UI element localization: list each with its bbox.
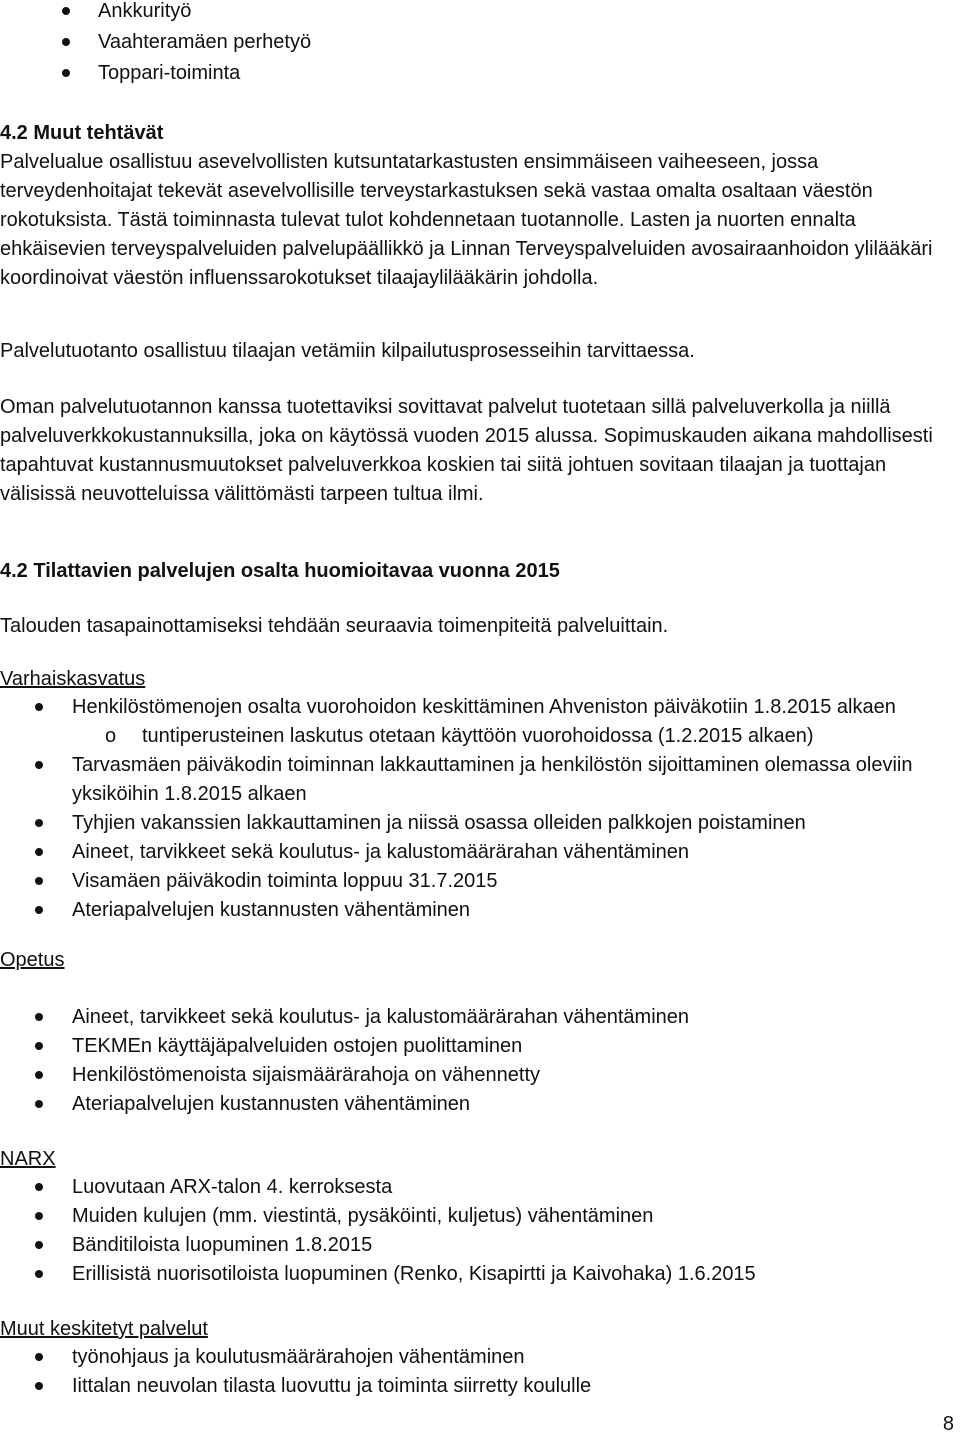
opetus-list bbox=[0, 1003, 956, 1119]
section-heading-tilattavien: 4.2 Tilattavien palvelujen osalta huomioitavaa vuonna 2015 bbox=[0, 560, 560, 582]
list-item: Ankkurityö bbox=[0, 0, 956, 26]
list-item: Henkilöstömenojen osalta vuorohoidon keskittäminen Ahveniston päiväkotiin 1.8.2015 alkaen bbox=[0, 693, 956, 722]
list-item: Aineet, tarvikkeet sekä koulutus- ja kalustomäärärahan vähentäminen bbox=[0, 838, 956, 867]
subheading-narx: NARX bbox=[0, 1148, 56, 1170]
subheading-muut-keskitetyt: Muut keskitetyt palvelut bbox=[0, 1318, 208, 1340]
varhaiskasvatus-list bbox=[0, 693, 956, 925]
list-item: Aineet, tarvikkeet sekä koulutus- ja kalustomäärärahan vähentäminen bbox=[0, 1003, 956, 1032]
list-item: Tyhjien vakanssien lakkauttaminen ja niissä osassa olleiden palkkojen poistaminen bbox=[0, 809, 956, 838]
section-heading-muut-tehtavat: 4.2 Muut tehtävät bbox=[0, 122, 164, 144]
list-item: työnohjaus ja koulutusmäärärahojen vähentäminen bbox=[0, 1343, 956, 1372]
subheading-opetus: Opetus bbox=[0, 949, 65, 971]
muut-keskitetyt-list bbox=[0, 1343, 956, 1401]
list-item: Vaahteramäen perhetyö bbox=[0, 28, 956, 57]
sub-list-item: o tuntiperusteinen laskutus otetaan käyttöön vuorohoidossa (1.2.2015 alkaen) bbox=[0, 722, 956, 751]
list-item: TEKMEn käyttäjäpalveluiden ostojen puolittaminen bbox=[0, 1032, 956, 1061]
paragraph-muut-1: Palvelualue osallistuu asevelvollisten kutsuntatarkastusten ensimmäiseen vaiheeseen, jossa terveydenhoitajat tekevät asevelvollisille terveystarkastuksen sekä vastaa omalta osaltaan väestön rokotuksista. Tästä toiminnasta tulevat tulot kohdennetaan tuotannolle. Lasten ja nuorten ennalta ehkäisevien terveyspalveluiden palvelupäällikkö ja Linnan Terveyspalveluiden avosairaanhoidon ylilääkäri koordinoivat väestön influenssarokotukset tilaajaylilääkärin johdolla. bbox=[0, 151, 933, 289]
list-item: Ateriapalvelujen kustannusten vähentäminen bbox=[0, 1090, 956, 1119]
list-item: Tarvasmäen päiväkodin toiminnan lakkauttaminen ja henkilöstön sijoittaminen olemassa oleviin yksiköihin 1.8.2015 alkaen bbox=[0, 751, 956, 809]
list-item: Toppari-toiminta bbox=[0, 59, 956, 88]
subheading-varhaiskasvatus: Varhaiskasvatus bbox=[0, 668, 146, 690]
list-item: Ateriapalvelujen kustannusten vähentäminen bbox=[0, 896, 956, 925]
paragraph-tilattavien-intro: Talouden tasapainottamiseksi tehdään seuraavia toimenpiteitä palveluittain. bbox=[0, 615, 669, 637]
sub-bullet-marker: o bbox=[105, 725, 117, 747]
page-number: 8 bbox=[942, 1413, 954, 1435]
narx-list bbox=[0, 1173, 956, 1289]
list-item: Bänditiloista luopuminen 1.8.2015 bbox=[0, 1231, 956, 1260]
list-item: Henkilöstömenoista sijaismäärärahoja on vähennetty bbox=[0, 1061, 956, 1090]
list-item: Visamäen päiväkodin toiminta loppuu 31.7.2015 bbox=[0, 867, 956, 896]
paragraph-muut-3: Oman palvelutuotannon kanssa tuotettaviksi sovittavat palvelut tuotetaan sillä palveluverkolla ja niillä palveluverkkokustannuksilla, joka on käytössä vuoden 2015 alussa. Sopimuskauden aikana mahdollisesti tapahtuvat kustannusmuutokset palveluverkkoa koskien tai siitä johtuen sovitaan tilaajan ja tuottajan välisissä neuvotteluissa välittömästi tarpeen tultua ilmi. bbox=[0, 396, 933, 505]
top-bullet-list bbox=[0, 0, 956, 88]
list-item: Erillisistä nuorisotiloista luopuminen (Renko, Kisapirtti ja Kaivohaka) 1.6.2015 bbox=[0, 1260, 956, 1289]
list-item: Iittalan neuvolan tilasta luovuttu ja toiminta siirretty koululle bbox=[0, 1372, 956, 1401]
list-item: Muiden kulujen (mm. viestintä, pysäköinti, kuljetus) vähentäminen bbox=[0, 1202, 956, 1231]
paragraph-muut-2: Palvelutuotanto osallistuu tilaajan vetämiin kilpailutusprosesseihin tarvittaessa. bbox=[0, 340, 695, 362]
list-item: Luovutaan ARX-talon 4. kerroksesta bbox=[0, 1173, 956, 1202]
